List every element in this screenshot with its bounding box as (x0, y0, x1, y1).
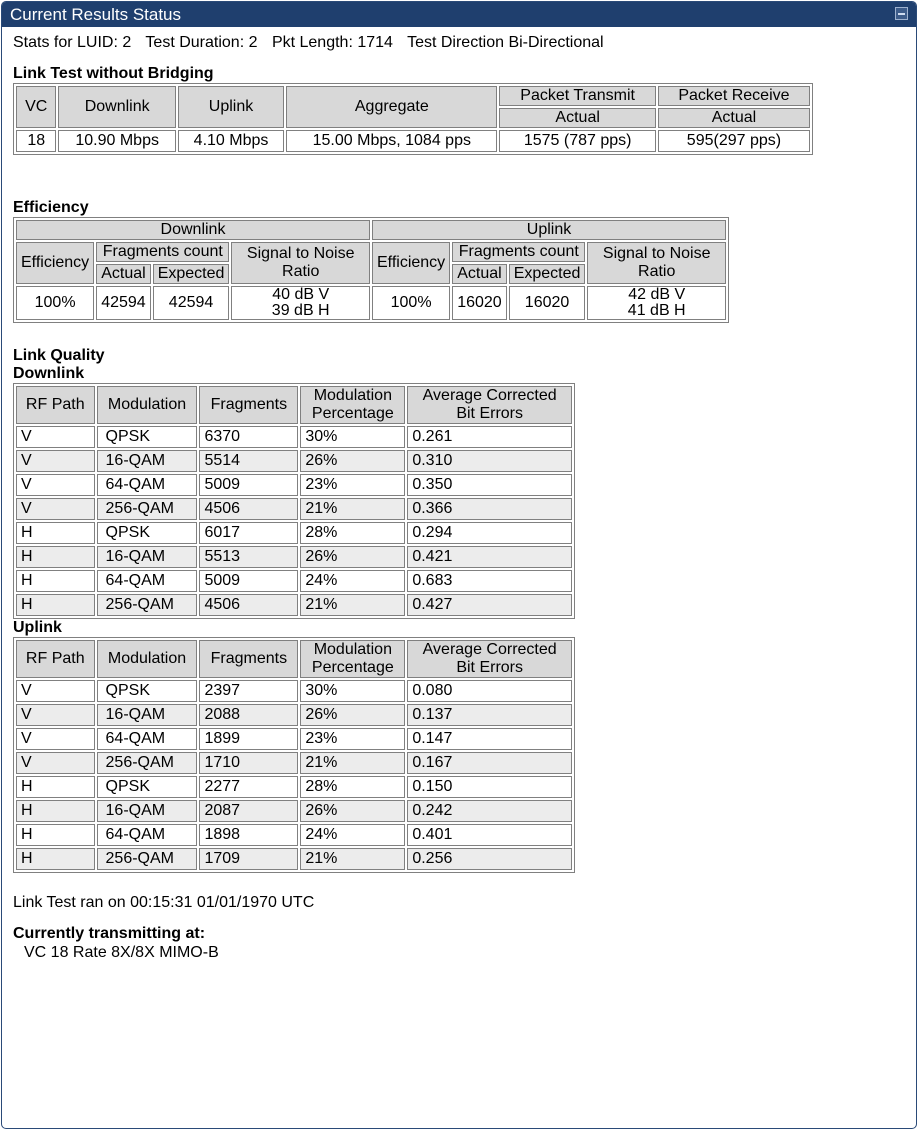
cell-path: H (16, 522, 95, 544)
table-row (16, 426, 572, 448)
cell-vc: 18 (16, 130, 56, 152)
th-ul-fragments: Fragments (199, 640, 298, 678)
cell-frag: 5514 (199, 450, 298, 472)
th-dl-actual: Actual (96, 264, 151, 284)
uplink-quality-table (13, 637, 575, 873)
cell-path: H (16, 848, 95, 870)
cell-pct: 26% (300, 450, 405, 472)
th-ul-rf-path: RF Path (16, 640, 95, 678)
cell-frag: 1898 (199, 824, 298, 846)
th-ul-actual: Actual (452, 264, 507, 284)
th-ul-expected: Expected (509, 264, 586, 284)
cell-path: V (16, 426, 95, 448)
cell-path: H (16, 546, 95, 568)
panel-header (2, 2, 916, 27)
cell-mod: 64-QAM (97, 474, 198, 496)
cell-frag: 1709 (199, 848, 298, 870)
cell-pct: 23% (300, 728, 405, 750)
dl-efficiency: 100% (16, 286, 94, 320)
dl-snr (231, 286, 370, 320)
cell-mod: QPSK (97, 522, 198, 544)
cell-path: H (16, 570, 95, 592)
collapse-icon[interactable] (895, 7, 908, 20)
ul-snr-v: 42 dB V (628, 286, 686, 303)
cell-abe: 0.150 (407, 776, 572, 798)
cell-mod: 64-QAM (97, 570, 198, 592)
cell-abe: 0.137 (407, 704, 572, 726)
table-row (16, 450, 572, 472)
transmitting-value: VC 18 Rate 8X/8X MIMO-B (24, 944, 219, 961)
cell-mod: 16-QAM (97, 546, 198, 568)
cell-path: H (16, 824, 95, 846)
cell-frag: 4506 (199, 594, 298, 616)
cell-path: V (16, 704, 95, 726)
cell-mod: 64-QAM (97, 728, 198, 750)
th-ul-fragments-count: Fragments count (452, 242, 585, 262)
cell-pct: 26% (300, 704, 405, 726)
stats-duration: Test Duration: 2 (145, 34, 258, 51)
cell-abe: 0.256 (407, 848, 572, 870)
cell-pct: 30% (300, 426, 405, 448)
th-dl-fragments: Fragments (199, 386, 298, 424)
cell-mod: 256-QAM (97, 498, 198, 520)
cell-frag: 2397 (199, 680, 298, 702)
cell-frag: 6017 (199, 522, 298, 544)
cell-path: V (16, 728, 95, 750)
th-dl-mod-pct: Modulation Percentage (300, 386, 405, 424)
cell-path: V (16, 680, 95, 702)
cell-path: V (16, 474, 95, 496)
cell-abe: 0.401 (407, 824, 572, 846)
cell-frag: 5009 (199, 570, 298, 592)
cell-pct: 26% (300, 546, 405, 568)
cell-frag: 2087 (199, 800, 298, 822)
cell-mod: 16-QAM (97, 800, 198, 822)
cell-downlink: 10.90 Mbps (58, 130, 175, 152)
table-row (16, 776, 572, 798)
th-ul-efficiency: Efficiency (372, 242, 450, 284)
cell-frag: 1899 (199, 728, 298, 750)
downlink-quality-table (13, 383, 575, 619)
cell-frag: 2277 (199, 776, 298, 798)
results-panel (1, 1, 917, 1129)
th-ul-abe: Average Corrected Bit Errors (407, 640, 572, 678)
th-receive-actual: Actual (658, 108, 810, 128)
th-dl-modulation: Modulation (97, 386, 198, 424)
cell-abe: 0.080 (407, 680, 572, 702)
th-dl-fragments-count: Fragments count (96, 242, 229, 262)
cell-path: V (16, 450, 95, 472)
th-ul-modulation: Modulation (97, 640, 198, 678)
ul-snr-h: 41 dB H (627, 302, 686, 319)
th-ul-snr: Signal to Noise Ratio (587, 242, 726, 284)
cell-abe: 0.147 (407, 728, 572, 750)
table-row (16, 498, 572, 520)
cell-path: V (16, 498, 95, 520)
dl-actual: 42594 (96, 286, 151, 320)
cell-path: H (16, 800, 95, 822)
cell-abe: 0.350 (407, 474, 572, 496)
cell-mod: 256-QAM (97, 594, 198, 616)
link-quality-title: Link Quality (13, 347, 105, 364)
cell-pct: 24% (300, 570, 405, 592)
cell-frag: 2088 (199, 704, 298, 726)
cell-frag: 5513 (199, 546, 298, 568)
stats-line (13, 33, 916, 53)
dl-snr-h: 39 dB H (271, 302, 330, 319)
cell-pct: 28% (300, 776, 405, 798)
link-test-table (13, 83, 813, 155)
cell-abe: 0.421 (407, 546, 572, 568)
table-row (16, 594, 572, 616)
th-dl-abe: Average Corrected Bit Errors (407, 386, 572, 424)
downlink-rows (16, 426, 572, 616)
table-row (16, 680, 572, 702)
th-packet-transmit: Packet Transmit (499, 86, 655, 106)
cell-mod: QPSK (97, 776, 198, 798)
table-row (16, 474, 572, 496)
cell-abe: 0.242 (407, 800, 572, 822)
efficiency-table (13, 217, 729, 323)
cell-aggregate: 15.00 Mbps, 1084 pps (286, 130, 497, 152)
cell-pct: 26% (300, 800, 405, 822)
cell-abe: 0.366 (407, 498, 572, 520)
uplink-title: Uplink (13, 619, 62, 636)
cell-uplink: 4.10 Mbps (178, 130, 284, 152)
table-row (16, 522, 572, 544)
table-row (16, 848, 572, 870)
th-dl-efficiency: Efficiency (16, 242, 94, 284)
ul-snr (587, 286, 726, 320)
cell-path: V (16, 752, 95, 774)
cell-path: H (16, 594, 95, 616)
table-row (16, 824, 572, 846)
th-packet-receive: Packet Receive (658, 86, 810, 106)
cell-receive: 595(297 pps) (658, 130, 810, 152)
th-dl-snr: Signal to Noise Ratio (231, 242, 370, 284)
cell-mod: 256-QAM (97, 752, 198, 774)
th-dl-rf-path: RF Path (16, 386, 95, 424)
th-ul-mod-pct: Modulation Percentage (300, 640, 405, 678)
cell-abe: 0.261 (407, 426, 572, 448)
th-downlink: Downlink (58, 86, 175, 128)
table-row (16, 570, 572, 592)
panel-title: Current Results Status (10, 5, 182, 24)
cell-abe: 0.310 (407, 450, 572, 472)
table-row (16, 800, 572, 822)
efficiency-title: Efficiency (13, 199, 89, 216)
ul-efficiency: 100% (372, 286, 450, 320)
cell-mod: QPSK (97, 680, 198, 702)
cell-frag: 6370 (199, 426, 298, 448)
table-row (16, 728, 572, 750)
th-transmit-actual: Actual (499, 108, 655, 128)
stats-luid: Stats for LUID: 2 (13, 34, 132, 51)
link-test-title: Link Test without Bridging (13, 65, 214, 82)
cell-abe: 0.683 (407, 570, 572, 592)
stats-pkt-length: Pkt Length: 1714 (271, 34, 393, 51)
cell-abe: 0.294 (407, 522, 572, 544)
cell-path: H (16, 776, 95, 798)
th-eff-downlink: Downlink (16, 220, 370, 240)
uplink-rows (16, 680, 572, 870)
cell-mod: 16-QAM (97, 704, 198, 726)
table-row (16, 546, 572, 568)
cell-mod: 64-QAM (97, 824, 198, 846)
ul-actual: 16020 (452, 286, 507, 320)
cell-pct: 21% (300, 848, 405, 870)
table-row (16, 752, 572, 774)
transmitting-title: Currently transmitting at: (13, 925, 206, 942)
table-row (16, 704, 572, 726)
dl-snr-v: 40 dB V (272, 286, 330, 303)
th-dl-expected: Expected (153, 264, 230, 284)
cell-transmit: 1575 (787 pps) (499, 130, 655, 152)
th-eff-uplink: Uplink (372, 220, 726, 240)
ul-expected: 16020 (509, 286, 586, 320)
cell-mod: QPSK (97, 426, 198, 448)
cell-pct: 23% (300, 474, 405, 496)
cell-pct: 21% (300, 498, 405, 520)
cell-pct: 30% (300, 680, 405, 702)
cell-frag: 4506 (199, 498, 298, 520)
downlink-title: Downlink (13, 365, 85, 382)
cell-frag: 1710 (199, 752, 298, 774)
dl-expected: 42594 (153, 286, 230, 320)
stats-direction: Test Direction Bi-Directional (407, 34, 604, 51)
cell-abe: 0.167 (407, 752, 572, 774)
cell-frag: 5009 (199, 474, 298, 496)
th-aggregate: Aggregate (286, 86, 497, 128)
th-uplink: Uplink (178, 86, 284, 128)
link-test-ran-on: Link Test ran on 00:15:31 01/01/1970 UTC (13, 894, 315, 911)
th-vc: VC (16, 86, 56, 128)
cell-abe: 0.427 (407, 594, 572, 616)
cell-pct: 24% (300, 824, 405, 846)
cell-mod: 256-QAM (97, 848, 198, 870)
cell-pct: 21% (300, 594, 405, 616)
cell-mod: 16-QAM (97, 450, 198, 472)
cell-pct: 21% (300, 752, 405, 774)
cell-pct: 28% (300, 522, 405, 544)
